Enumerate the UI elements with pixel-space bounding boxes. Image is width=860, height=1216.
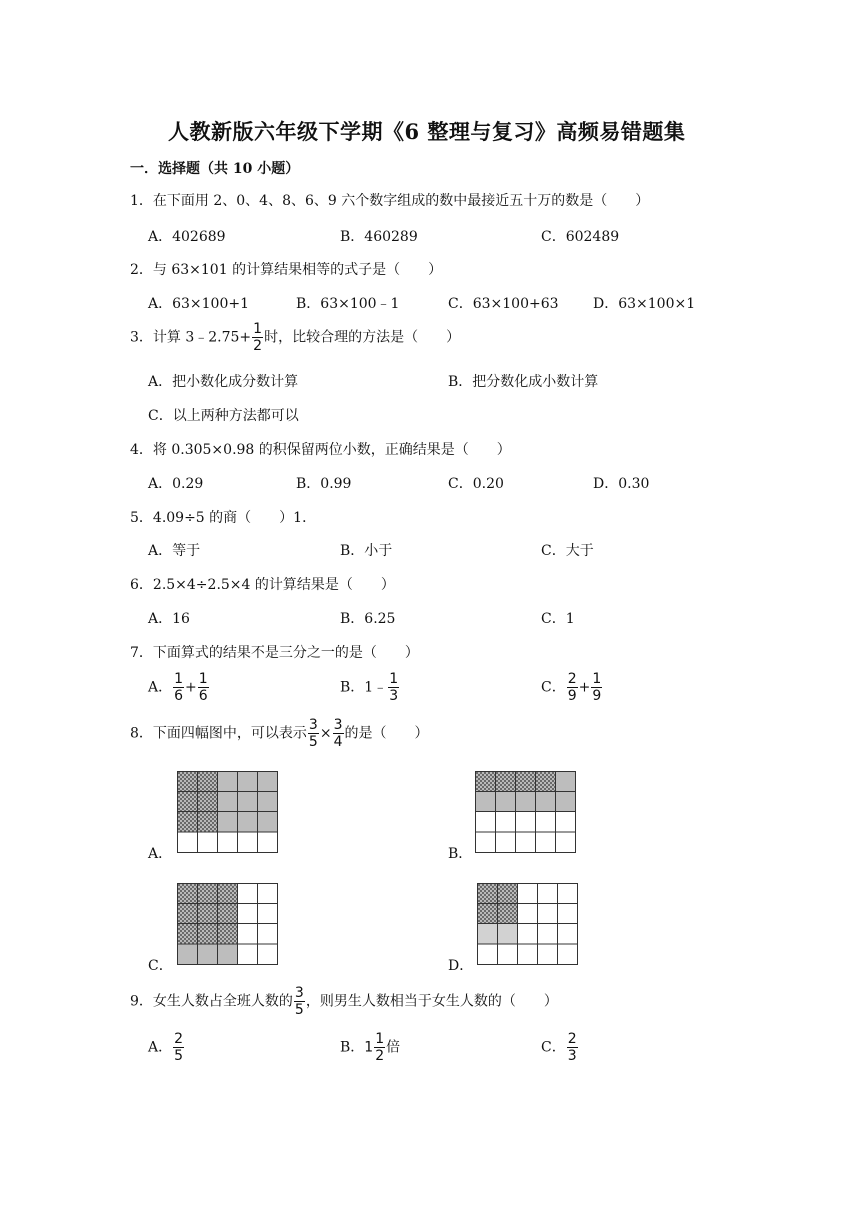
q8-frac1 [308,718,319,749]
q9-stem-pre: 9．女生人数占全班人数的 [130,993,293,1010]
q9-a-frac [173,1032,184,1063]
q9-c-frac-num: 2 [567,1031,577,1047]
q6-option-c: C．1 [541,611,575,627]
q7-c-frac1 [567,672,578,703]
q7-option-a [148,672,210,703]
q7-a-frac1-den: 6 [174,688,184,704]
q7-a-label: A． [148,679,173,696]
q1-option-c: C．602489 [541,229,620,245]
q3-fraction-den: 2 [253,338,263,354]
q9-c-label: C． [541,1039,566,1056]
q4-option-a: A．0.29 [148,476,204,492]
q8-option-b-label: B． [448,846,473,862]
q1-option-b: B．460289 [340,229,418,245]
q3-stem-post: 时，比较合理的方法是（ ） [264,329,461,346]
q8-stem-pre: 8．下面四幅图中，可以表示 [130,725,307,742]
q9-option-b [340,1032,400,1063]
q8-stem-post: 的是（ ） [344,725,429,742]
q7-b-frac [388,672,399,703]
q8-option-c-label: C． [148,958,173,974]
q3-option-b: B．把分数化成小数计算 [448,374,599,390]
q9-b-whole: 1 [364,1039,374,1056]
q9-b-frac-num: 1 [375,1031,385,1047]
q8-grid-a [177,771,278,853]
q8-figure-b [475,771,576,853]
q5-option-c: C．大于 [541,543,594,559]
question-1-stem: 1．在下面用 2、0、4、8、6、9 六个数字组成的数中最接近五十万的数是（ ） [130,193,650,209]
q9-stem-post: ，则男生人数相当于女生人数的（ ） [305,993,558,1010]
q3-fraction [252,322,263,353]
question-2-stem: 2．与 63×101 的计算结果相等的式子是（ ） [130,262,443,278]
q7-c-frac2-den: 9 [592,688,602,704]
question-3-stem [130,322,460,353]
question-4-stem: 4．将 0.305×0.98 的积保留两位小数，正确结果是（ ） [130,442,511,458]
q7-c-op: + [578,679,591,696]
q9-b-suffix: 倍 [386,1039,401,1056]
q7-c-frac2-num: 1 [592,671,602,687]
q2-option-d: D．63×100×1 [593,296,696,312]
q6-option-b: B．6.25 [340,611,396,627]
q2-option-b: B．63×100﹣1 [296,296,400,312]
q8-figure-d [477,883,578,965]
q4-option-b: B．0.99 [296,476,352,492]
page-title: 人教新版六年级下学期《6 整理与复习》高频易错题集 [168,119,686,144]
q9-a-frac-den: 5 [174,1048,184,1064]
q8-frac2-num: 3 [333,717,343,733]
q9-fraction-num: 3 [294,985,304,1001]
section-heading: 一．选择题（共 10 小题） [130,161,300,177]
q8-grid-d [477,883,578,965]
question-5-stem: 5．4.09÷5 的商（ ）1． [130,510,317,526]
q2-option-a: A．63×100+1 [148,296,250,312]
q7-a-frac2-den: 6 [198,688,208,704]
q7-c-label: C． [541,679,566,696]
q9-fraction [294,986,305,1017]
question-7-stem: 7．下面算式的结果不是三分之一的是（ ） [130,645,419,661]
q7-c-frac2 [591,672,602,703]
q7-a-frac1-num: 1 [174,671,184,687]
q8-op: × [319,725,332,742]
q7-b-pre: 1﹣ [364,679,388,696]
q7-b-frac-num: 1 [389,671,399,687]
q8-frac2 [333,718,344,749]
q5-option-b: B．小于 [340,543,393,559]
question-9-stem [130,986,558,1017]
q8-grid-c [177,883,278,965]
q8-option-d-label: D． [448,958,474,974]
q9-a-label: A． [148,1039,173,1056]
q9-option-c [541,1032,579,1063]
q3-stem-pre: 3．计算 3﹣2.75+ [130,329,252,346]
q4-option-c: C．0.20 [448,476,504,492]
q8-figure-c [177,883,278,965]
question-8-stem [130,718,429,749]
q7-a-frac2-num: 1 [198,671,208,687]
q9-b-frac-den: 2 [375,1048,385,1064]
q9-fraction-den: 5 [294,1002,304,1018]
question-6-stem: 6．2.5×4÷2.5×4 的计算结果是（ ） [130,577,395,593]
q3-fraction-num: 1 [253,321,263,337]
q9-b-label: B． [340,1039,365,1056]
q9-option-a [148,1032,185,1063]
q8-grid-b [475,771,576,853]
q3-option-c: C．以上两种方法都可以 [148,408,299,424]
q7-option-c [541,672,603,703]
q7-a-op: + [185,679,197,696]
q7-b-label: B． [340,679,365,696]
q7-a-frac1 [173,672,184,703]
q8-frac1-den: 5 [308,734,318,750]
q2-option-c: C．63×100+63 [448,296,559,312]
q9-c-frac-den: 3 [567,1048,577,1064]
q9-c-frac [567,1032,578,1063]
q8-frac2-den: 4 [333,734,343,750]
q3-option-a: A．把小数化成分数计算 [148,374,299,390]
q8-frac1-num: 3 [308,717,318,733]
q9-a-frac-num: 2 [174,1031,184,1047]
q5-option-a: A．等于 [148,543,201,559]
q7-a-frac2 [198,672,209,703]
q7-b-frac-den: 3 [389,688,399,704]
q6-option-a: A．16 [148,611,190,627]
q7-c-frac1-num: 2 [567,671,577,687]
q1-option-a: A．402689 [148,229,226,245]
q8-option-a-label: A． [148,846,173,862]
q7-option-b [340,672,400,703]
q8-figure-a [177,771,278,853]
q7-c-frac1-den: 9 [567,688,577,704]
q9-b-frac [374,1032,385,1063]
q4-option-d: D．0.30 [593,476,650,492]
